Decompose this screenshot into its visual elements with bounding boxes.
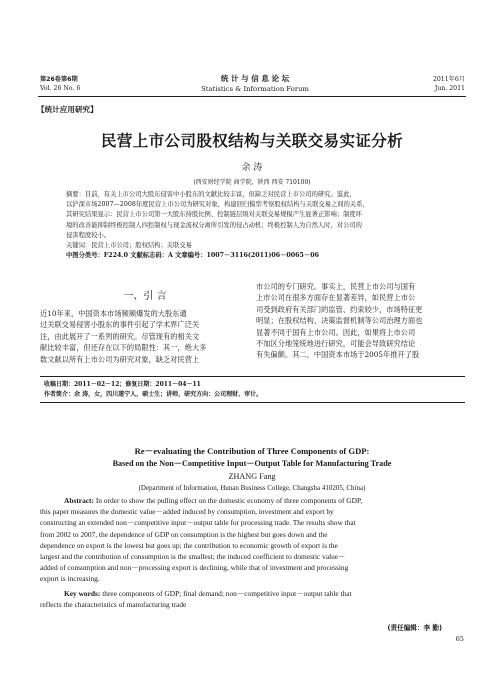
author-affiliation: (西安财经学院 商学院，陕西 西安 710100) [193, 179, 311, 186]
body-line: 明显；在股权结构、决策监督机制等公司治理方面也 [256, 316, 423, 326]
body-line: 司受到政府有关部门的监管、约束较少，市场特征更 [256, 304, 423, 314]
english-abstract [40, 495, 465, 610]
author-bio: 作者简介：余 涛，女，四川遂宁人，硕士生；讲师，研究方向：公司理财、审计。 [44, 390, 263, 398]
english-affiliation: (Department of Information, Hunan Business College, Changsha 410205, China) [138, 484, 366, 492]
intro-right-column [256, 281, 468, 361]
issue-cn: 第26卷第6期 [40, 76, 78, 83]
received-date: 收稿日期：2011－02－12；修复日期：2011－04－11 [44, 381, 201, 388]
abstract-cn-line: 其研究结果显示：民营上市公司第一大股东持股比例、控制链层级对关联交易规模产生显著正影响；制度环 [66, 211, 362, 219]
footnote-bottom-rule [40, 402, 465, 403]
abstract-line: constructing an extended non－competitive input－output table for processing trade. The results show that [40, 518, 356, 528]
abstract-cn-line: 侵害程度较小。 [66, 231, 111, 239]
abstract-line: export is increasing. [40, 574, 100, 584]
keywords-line: three components of GDP; final demand; non－competitive input－output table that [102, 588, 352, 598]
journal-title-cn: 统 计 与 信 息 论 坛 [220, 74, 290, 83]
body-line: 不加区分地笼统地进行研究，可能会导致研究结论 [256, 339, 416, 349]
body-line: 过关联交易侵害小股东的事件引起了学术界广泛关 [40, 320, 200, 330]
abstract-line: this paper measures the domestic value－added induced by consumption, investment and export by [40, 507, 334, 517]
issue-en: Vol. 26 No. 6 [40, 85, 81, 92]
intro-heading: 一、引 言 [123, 291, 167, 302]
keywords-cn: 关键词：民营上市公司；股权结构；关联交易 [66, 242, 192, 250]
footnote [44, 380, 464, 399]
abstract-cn-line: 境的改善能抑制终极控制人四控制权与现金流权分离所引发的侵占动机；终极控制人为自然人时，对公司的 [66, 221, 362, 229]
abstract-line: added of consumption and non－processing export is declining, while that of investment and processing [40, 563, 349, 573]
abstract-line: from 2002 to 2007, the dependence of GDP on consumption is the highest but goes down and the [40, 529, 328, 539]
keywords-line: reflects the characteristics of manufacturing trade [40, 599, 187, 609]
body-line: 显著不同于国有上市公司。因此，如果将上市公司 [256, 327, 416, 337]
english-author: ZHANG Fang [228, 472, 276, 481]
keywords-label: Key words: [64, 588, 101, 598]
page-number: 65 [455, 635, 464, 643]
body-line: 注，由此展开了一系列的研究。尽管现有的相关文 [40, 331, 200, 341]
body-line: 献比较丰富，但还存在以下的局限性：其一，绝大多 [40, 343, 207, 353]
section-tag: 【统计应用研究】 [37, 105, 98, 114]
abstract-label: Abstract: [64, 496, 94, 505]
paper-title: 民营上市公司股权结构与关联交易实证分析 [100, 132, 404, 150]
english-title-line2: Based on the Non－Competitive Input－Output Table for Manufacturing Trade [112, 459, 392, 468]
footnote-rule [40, 376, 465, 377]
abstract-line: In order to show the pulling effect on the domestic economy of three components of GDP, [95, 496, 363, 505]
body-line: 上市公司在很多方面存在显著差异，如民营上市公 [256, 293, 416, 303]
intro-left-column [40, 308, 252, 365]
author-name: 余 涛 [241, 163, 263, 173]
body-line: 市公司的专门研究。事实上，民营上市公司与国有 [256, 282, 416, 291]
editor-credit: (责任编辑：李 勤) [387, 624, 442, 632]
classification-cn: 中图分类号：F224.0 文献标志码：A 文章编号：1007－3116(2011)06－0065－06 [66, 252, 319, 260]
header-rule [38, 96, 466, 97]
abstract-line: dependence on export is the lowest but goes up; the contribution to economic growth of export is the [40, 540, 338, 550]
journal-title-en: Statistics & Information Forum [201, 85, 309, 93]
date-en: Jun. 2011 [434, 85, 465, 92]
body-line: 数文献以所有上市公司为研究对象，缺乏对民营上 [40, 354, 200, 364]
body-line: 近10年来，中国资本市场频频爆发的大股东通 [40, 309, 187, 318]
abstract-cn [66, 190, 444, 261]
english-title-line1: Re－evaluating the Contribution of Three Components of GDP: [134, 446, 370, 456]
abstract-cn-line: 摘要：目前，有关上市公司大股东侵害中小股东的文献比较丰富，但缺乏对民营上市公司的研究。鉴此， [66, 191, 356, 198]
abstract-cn-line: 以沪深市场2007—2008年度民营上市公司为研究对象，构建回归模型考察股权结构与关联交易之间的关系， [66, 201, 369, 209]
date-cn: 2011年6月 [432, 76, 465, 83]
abstract-line: largest and the contribution of consumption is the smallest; the induced coefficient to domestic value－ [40, 552, 346, 562]
body-line: 有失偏颇。其二，中国资本市场于2005年推开了股 [256, 350, 420, 360]
